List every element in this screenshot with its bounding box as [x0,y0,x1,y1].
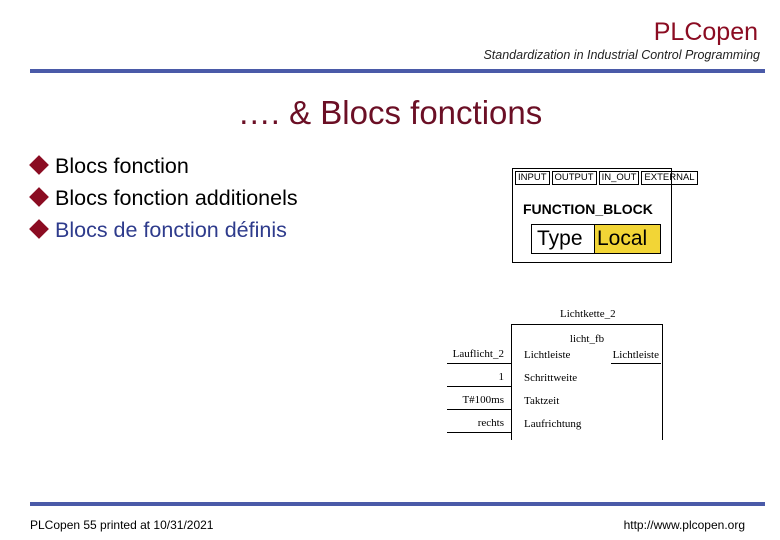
bullet-label: Blocs fonction additionels [55,186,298,210]
bullet-item-link[interactable] [30,214,298,246]
top-divider [30,69,765,73]
input-wire [447,386,511,387]
fb-input-pin: Taktzeit [524,395,560,407]
bullet-item [30,150,298,182]
diamond-bullet-icon [29,187,49,207]
wire-value: T#100ms [462,394,504,406]
fb-input-pin: Schrittweite [524,372,578,384]
fb-tab-row [513,169,695,185]
plcopen-logo-text: PLCopen [653,18,758,46]
fb-tab-external: EXTERNAL [641,171,697,185]
bullet-list [30,150,298,246]
bullet-label[interactable]: Blocs de fonction définis [55,218,287,242]
input-wire [447,363,511,364]
bullet-label: Blocs fonction [55,154,189,178]
diamond-bullet-icon [29,155,49,175]
slide-title: …. & Blocs fonctions [237,94,543,131]
footer-left-text: PLCopen 55 printed at 10/31/2021 [30,518,214,532]
wire-value: rechts [477,417,504,429]
input-wire [447,409,511,410]
wire-value: 1 [498,371,504,383]
fb-type-name: licht_fb [569,333,605,345]
fb-output-pin: Lichtleiste [612,349,659,361]
fb-instance-name: Lichtkette_2 [560,308,616,320]
fb-type-label: Type [537,227,583,250]
function-block-diagram [512,168,695,263]
fb-tab-in-out: IN_OUT [599,171,640,185]
fb-instance-block [511,324,663,440]
fb-type-local [531,224,661,254]
fb-input-pin: Lichtleiste [524,349,571,361]
tagline: Standardization in Industrial Control Programming [483,48,760,62]
wire-value: Lauflicht_2 [452,348,504,360]
fb-tab-input: INPUT [515,171,550,185]
output-wire [611,363,661,364]
fb-title: FUNCTION_BLOCK [523,201,653,217]
bottom-divider [30,502,765,506]
fb-tab-output: OUTPUT [552,171,597,185]
diamond-bullet-icon [29,219,49,239]
fb-input-pin: Laufrichtung [524,418,582,430]
footer-url-link[interactable]: http://www.plcopen.org [623,518,745,532]
fb-local-label: Local [594,225,660,253]
input-wire [447,432,511,433]
bullet-item [30,182,298,214]
